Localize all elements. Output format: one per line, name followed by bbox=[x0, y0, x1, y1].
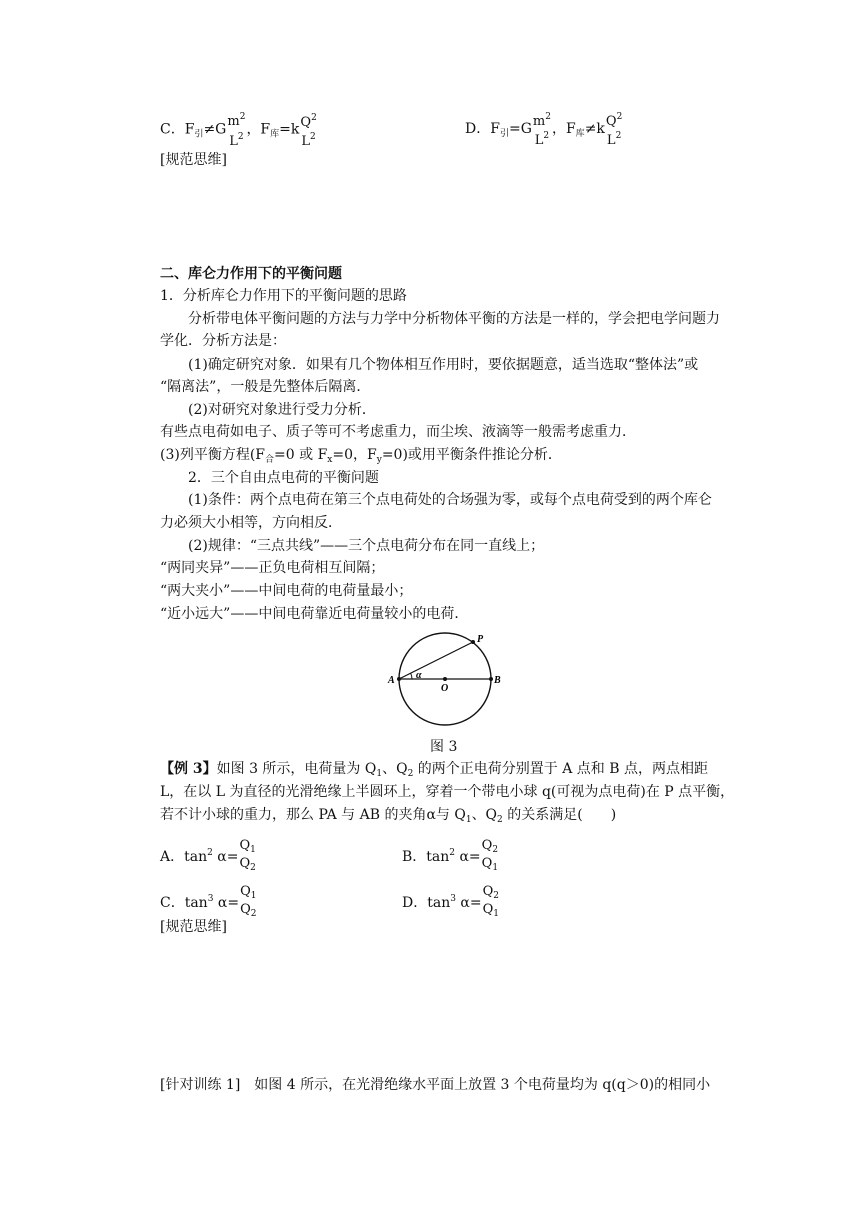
paragraph: 学化．分析方法是： bbox=[160, 333, 286, 349]
paragraph: (1)确定研究对象．如果有几个物体相互作用时，要依据题意，适当选取“整体法”或 bbox=[188, 357, 699, 373]
paragraph: “隔离法”，一般是先整体后隔离． bbox=[160, 379, 371, 395]
example-3-line-1: 【例 3】如图 3 所示，电荷量为 $Q_1$、$Q_2$ 的两个正电荷分别置于 A 点和 B 点，两点相距 bbox=[160, 761, 708, 779]
example-3-line-2: L，在以 L 为直径的光滑绝缘上半圆环上，穿着一个带电小球 q(可视为点电荷)在 P 点平衡， bbox=[160, 784, 735, 800]
option-a: A．$\tan^2 \alpha=$ $Q_1$ $Q_2$ bbox=[160, 838, 256, 873]
label-a: A bbox=[388, 675, 395, 686]
option-b: B．$\tan^2 \alpha=$ $Q_2$ $Q_1$ bbox=[402, 838, 499, 873]
section-title: 二、库仑力作用下的平衡问题 bbox=[160, 266, 342, 282]
point-b bbox=[489, 677, 493, 681]
label-alpha: α bbox=[416, 670, 422, 681]
paragraph: 有些点电荷如电子、质子等可不考虑重力，而尘埃、液滴等一般需考虑重力． bbox=[160, 424, 636, 440]
paragraph: (1)条件：两个点电荷在第三个点电荷处的合场强为零，或每个点电荷受到的两个库仑 bbox=[188, 492, 712, 508]
option-d-top: D．$F_引=G$ $m^2$ $L^2$ ，$F_库\ne k$ $Q^2$ $L^2$ bbox=[465, 112, 623, 148]
fraction: $m^2$ $L^2$ bbox=[227, 112, 246, 149]
paragraph: (2)规律：“三点共线”——三个点电荷分布在同一直线上； bbox=[188, 538, 545, 554]
guide-label-2: [规范思维] bbox=[160, 919, 227, 935]
paragraph: 2．三个自由点电荷的平衡问题 bbox=[188, 470, 379, 486]
training-1: [针对训练 1] 如图 4 所示，在光滑绝缘水平面上放置 3 个电荷量均为 q(q＞0)的相同小 bbox=[160, 1077, 711, 1093]
point-o bbox=[443, 677, 447, 681]
example-3-line-3: 若不计小球的重力，那么 PA 与 AB 的夹角α与 $Q_1$、$Q_2$ 的关系满足( ) bbox=[160, 807, 617, 825]
paragraph: 分析带电体平衡问题的方法与力学中分析物体平衡的方法是一样的，学会把电学问题力 bbox=[188, 311, 720, 327]
chord-ap bbox=[399, 642, 473, 679]
fraction: $Q^2$ $L^2$ bbox=[300, 112, 317, 149]
paragraph-equation: (3)列平衡方程($F_合=0$ 或 $F_x=0$，$F_y=0$)或用平衡条件推论分析． bbox=[160, 447, 562, 465]
fraction: $Q^2$ $L^2$ bbox=[605, 112, 623, 148]
point-p bbox=[471, 640, 475, 644]
paragraph: 1．分析库仑力作用下的平衡问题的思路 bbox=[160, 288, 407, 304]
figure-circle-diagram bbox=[384, 628, 504, 728]
fraction: $m^2$ $L^2$ bbox=[532, 112, 551, 148]
label-o: O bbox=[441, 683, 449, 694]
option-c-top: C．$F_引\ne G$ $m^2$ $L^2$ ，$F_库=k$ $Q^2$ $L^2$ bbox=[160, 112, 317, 149]
paragraph: “两大夹小”——中间电荷的电荷量最小； bbox=[160, 583, 413, 599]
point-a bbox=[397, 677, 401, 681]
paragraph: “两同夹异”——正负电荷相互间隔； bbox=[160, 560, 385, 576]
guide-label-1: [规范思维] bbox=[160, 152, 227, 168]
option-d: D．$\tan^3 \alpha=$ $Q_2$ $Q_1$ bbox=[402, 884, 499, 919]
angle-arc bbox=[411, 673, 412, 679]
label-p: P bbox=[477, 634, 484, 645]
paragraph: “近小远大”——中间电荷靠近电荷量较小的电荷． bbox=[160, 606, 469, 622]
label-b: B bbox=[494, 675, 501, 686]
paragraph: (2)对研究对象进行受力分析． bbox=[188, 402, 376, 418]
paragraph: 力必须大小相等，方向相反． bbox=[160, 515, 342, 531]
option-c: C．$\tan^3 \alpha=$ $Q_1$ $Q_2$ bbox=[160, 884, 257, 919]
figure-caption: 图 3 bbox=[430, 739, 458, 755]
